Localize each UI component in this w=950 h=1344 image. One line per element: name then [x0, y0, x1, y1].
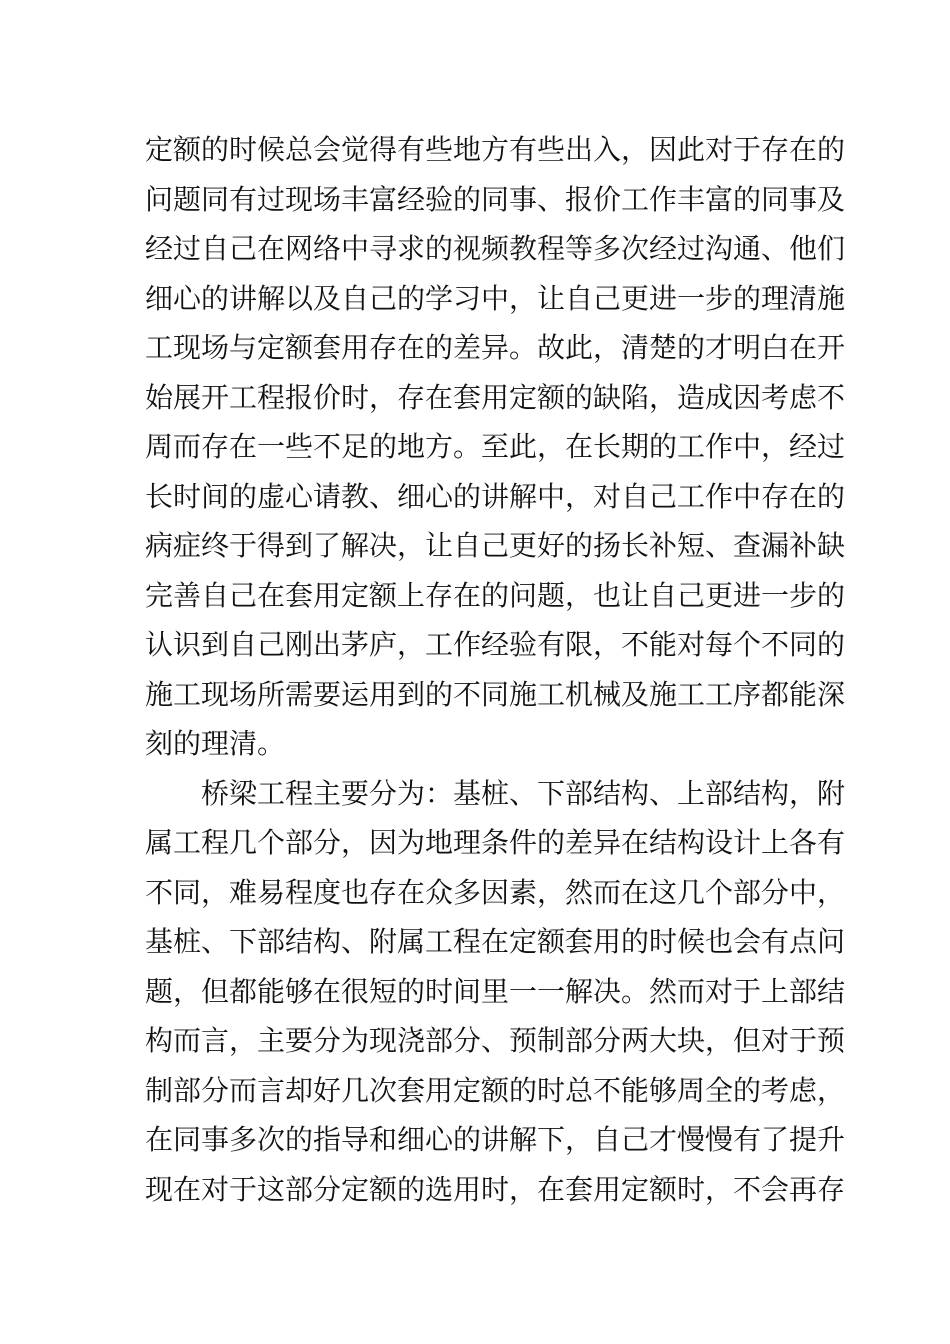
text-line: 病症终于得到了解决，让自己更好的扬长补短、查漏补缺	[145, 529, 846, 562]
text-line: 刻的理清。	[145, 727, 286, 760]
text-line: 认识到自己刚出茅庐，工作经验有限，不能对每个不同的	[145, 628, 846, 661]
text-line: 工现场与定额套用存在的差异。故此，清楚的才明白在开	[145, 331, 846, 364]
text-line: 经过自己在网络中寻求的视频教程等多次经过沟通、他们	[145, 232, 846, 265]
text-line: 完善自己在套用定额上存在的问题，也让自己更进一步的	[145, 579, 846, 612]
text-line: 在同事多次的指导和细心的讲解下，自己才慢慢有了提升	[145, 1123, 846, 1156]
text-line: 问题同有过现场丰富经验的同事、报价工作丰富的同事及	[145, 183, 846, 216]
text-line: 定额的时候总会觉得有些地方有些出入，因此对于存在的	[145, 133, 846, 166]
text-line: 始展开工程报价时，存在套用定额的缺陷，造成因考虑不	[145, 381, 846, 414]
text-line: 周而存在一些不足的地方。至此，在长期的工作中，经过	[145, 430, 846, 463]
text-line: 题，但都能够在很短的时间里一一解决。然而对于上部结	[145, 975, 846, 1008]
text-line: 制部分而言却好几次套用定额的时总不能够周全的考虑，	[145, 1074, 846, 1107]
text-line: 施工现场所需要运用到的不同施工机械及施工工序都能深	[145, 678, 846, 711]
paragraph-first-line: 桥梁工程主要分为：基桩、下部结构、上部结构，附	[201, 777, 846, 810]
text-line: 不同，难易程度也存在众多因素，然而在这几个部分中，	[145, 876, 846, 909]
text-line: 现在对于这部分定额的选用时，在套用定额时，不会再存	[145, 1173, 846, 1206]
text-line: 构而言，主要分为现浇部分、预制部分两大块，但对于预	[145, 1024, 846, 1057]
text-line: 细心的讲解以及自己的学习中，让自己更进一步的理清施	[145, 282, 846, 315]
text-line: 基桩、下部结构、附属工程在定额套用的时候也会有点问	[145, 925, 846, 958]
text-line: 属工程几个部分，因为地理条件的差异在结构设计上各有	[145, 826, 846, 859]
text-line: 长时间的虚心请教、细心的讲解中，对自己工作中存在的	[145, 480, 846, 513]
